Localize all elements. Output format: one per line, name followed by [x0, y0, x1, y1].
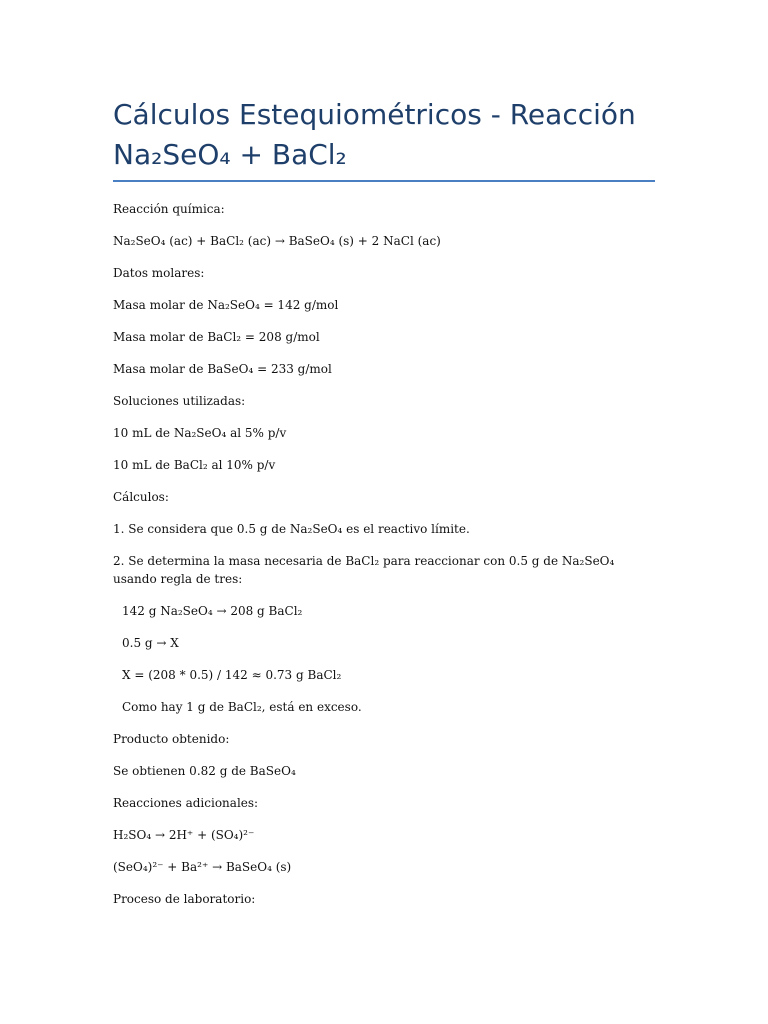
section-heading-additional-reactions: Reacciones adicionales: — [113, 796, 259, 810]
solution-na2seo4: 10 mL de Na₂SeO₄ al 5% p/v — [113, 426, 287, 440]
section-heading-molar-data: Datos molares: — [113, 266, 205, 280]
section-heading-lab-process: Proceso de laboratorio: — [113, 892, 256, 906]
section-heading-reaction: Reacción química: — [113, 202, 225, 216]
molar-mass-na2seo4: Masa molar de Na₂SeO₄ = 142 g/mol — [113, 298, 339, 312]
rule-of-three-result: X = (208 * 0.5) / 142 ≈ 0.73 g BaCl₂ — [122, 668, 342, 682]
rule-of-three-line-1: 142 g Na₂SeO₄ → 208 g BaCl₂ — [122, 604, 303, 618]
section-heading-product: Producto obtenido: — [113, 732, 230, 746]
document-body — [113, 200, 658, 922]
rule-of-three-line-2: 0.5 g → X — [122, 636, 179, 650]
product-yield: Se obtienen 0.82 g de BaSeO₄ — [113, 764, 296, 778]
main-reaction-equation: Na₂SeO₄ (ac) + BaCl₂ (ac) → BaSeO₄ (s) + 2 NaCl (ac) — [113, 234, 441, 248]
molar-mass-baseo4: Masa molar de BaSeO₄ = 233 g/mol — [113, 362, 332, 376]
additional-reaction-1: H₂SO₄ → 2H⁺ + (SO₄)²⁻ — [113, 828, 255, 842]
additional-reaction-2: (SeO₄)²⁻ + Ba²⁺ → BaSeO₄ (s) — [113, 860, 292, 874]
section-heading-calculations: Cálculos: — [113, 490, 169, 504]
document-title: Cálculos Estequiométricos - Reacción Na₂SeO₄ + BaCl₂ — [113, 98, 636, 171]
title-underline-divider — [113, 180, 655, 182]
section-heading-solutions: Soluciones utilizadas: — [113, 394, 246, 408]
excess-reagent-note: Como hay 1 g de BaCl₂, está en exceso. — [122, 700, 362, 714]
calculation-step-2: 2. Se determina la masa necesaria de BaCl₂ para reaccionar con 0.5 g de Na₂SeO₄ usando regla de tres: — [113, 554, 615, 586]
molar-mass-bacl2: Masa molar de BaCl₂ = 208 g/mol — [113, 330, 320, 344]
calculation-step-1: 1. Se considera que 0.5 g de Na₂SeO₄ es el reactivo límite. — [113, 522, 470, 536]
solution-bacl2: 10 mL de BaCl₂ al 10% p/v — [113, 458, 276, 472]
